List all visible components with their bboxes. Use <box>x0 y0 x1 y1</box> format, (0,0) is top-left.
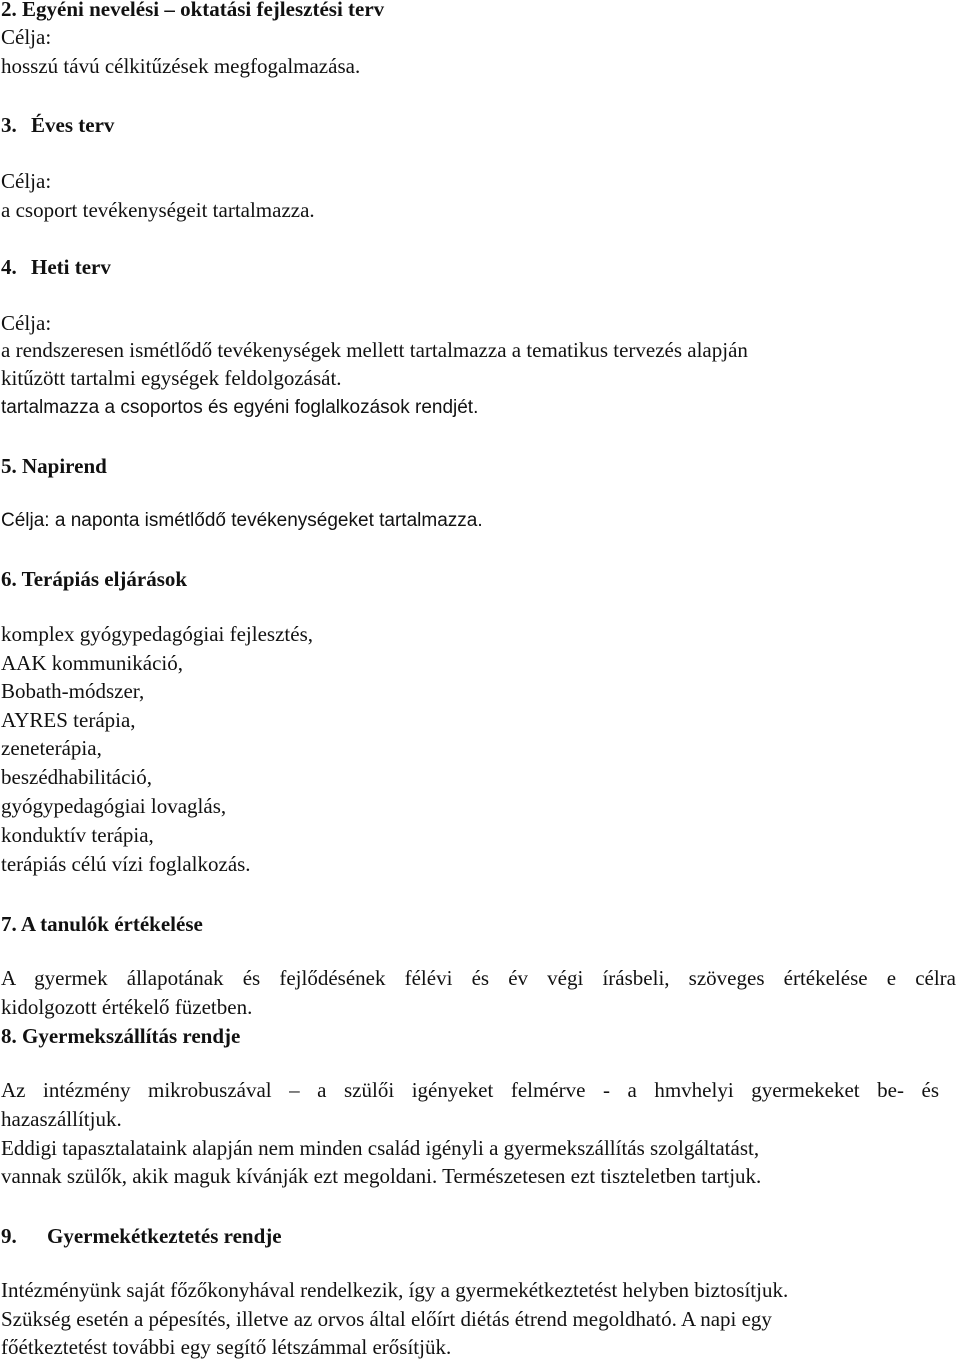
section-7-line-2: kidolgozott értékelő füzetben. <box>1 995 253 1019</box>
section-8-line-2: hazaszállítjuk. <box>1 1107 122 1131</box>
section-9-line-1: Intézményünk saját főzőkonyhával rendelkezik, így a gyermekétkeztetést helyben biztosítjuk. <box>1 1278 789 1302</box>
section-4-aim-line-2: kitűzött tartalmi egységek feldolgozását. <box>1 366 342 390</box>
section-4-number: 4. <box>1 255 17 279</box>
therapy-list-item: AYRES terápia, <box>1 708 136 732</box>
section-8-heading: 8. Gyermekszállítás rendje <box>1 1024 241 1048</box>
section-5-aim-text: Célja: a naponta ismétlődő tevékenységeket tartalmazza. <box>1 510 483 531</box>
therapy-list-item: komplex gyógypedagógiai fejlesztés, <box>1 622 313 646</box>
section-2-aim-text: hosszú távú célkitűzések megfogalmazása. <box>1 54 361 78</box>
therapy-list-item: terápiás célú vízi foglalkozás. <box>1 852 251 876</box>
section-3-title: Éves terv <box>31 113 115 137</box>
therapy-list-item: zeneterápia, <box>1 736 102 760</box>
therapy-list-item: AAK kommunikáció, <box>1 651 183 675</box>
section-5-heading: 5. Napirend <box>1 454 107 478</box>
section-8-line-4: vannak szülők, akik maguk kívánják ezt megoldani. Természetesen ezt tiszteletben tartjuk. <box>1 1164 762 1188</box>
section-8-line-3: Eddigi tapasztalataink alapján nem minden család igényli a gyermekszállítás szolgáltatást, <box>1 1136 760 1160</box>
section-9-number: 9. <box>1 1224 17 1248</box>
section-7-line-1: A gyermek állapotának és fejlődésének félévi és év végi írásbeli, szöveges értékelése e célra <box>1 966 956 990</box>
section-3-aim-text: a csoport tevékenységeit tartalmazza. <box>1 198 315 222</box>
section-2-aim-label: Célja: <box>1 25 52 49</box>
section-3-heading <box>1 111 114 140</box>
section-2-heading: 2. Egyéni nevelési – oktatási fejlesztési terv <box>1 0 385 21</box>
section-7-heading: 7. A tanulók értékelése <box>1 912 203 936</box>
section-4-title: Heti terv <box>31 255 111 279</box>
therapy-list-item: gyógypedagógiai lovaglás, <box>1 794 227 818</box>
section-6-heading: 6. Terápiás eljárások <box>1 567 188 591</box>
section-4-aim-line-1: a rendszeresen ismétlődő tevékenységek mellett tartalmazza a tematikus tervezés alapján <box>1 338 748 362</box>
section-4-heading <box>1 253 111 282</box>
therapy-list-item: beszédhabilitáció, <box>1 765 153 789</box>
section-9-line-2: Szükség esetén a pépesítés, illetve az orvos által előírt diétás étrend megoldható. A napi egy <box>1 1307 772 1331</box>
section-3-aim-label: Célja: <box>1 169 52 193</box>
section-9-heading <box>1 1222 282 1251</box>
section-8-line-1: Az intézmény mikrobuszával – a szülői igényeket felmérve - a hmvhelyi gyermekeket be- és <box>1 1078 939 1102</box>
section-9-line-3: főétkeztetést további egy segítő létszámmal erősítjük. <box>1 1335 452 1359</box>
therapy-list-item: konduktív terápia, <box>1 823 154 847</box>
section-4-aim-label: Célja: <box>1 311 52 335</box>
section-9-title: Gyermekétkeztetés rendje <box>47 1224 282 1248</box>
therapy-list-item: Bobath-módszer, <box>1 679 145 703</box>
section-3-number: 3. <box>1 113 17 137</box>
section-4-aim-line-3: tartalmazza a csoportos és egyéni foglalkozások rendjét. <box>1 397 479 418</box>
